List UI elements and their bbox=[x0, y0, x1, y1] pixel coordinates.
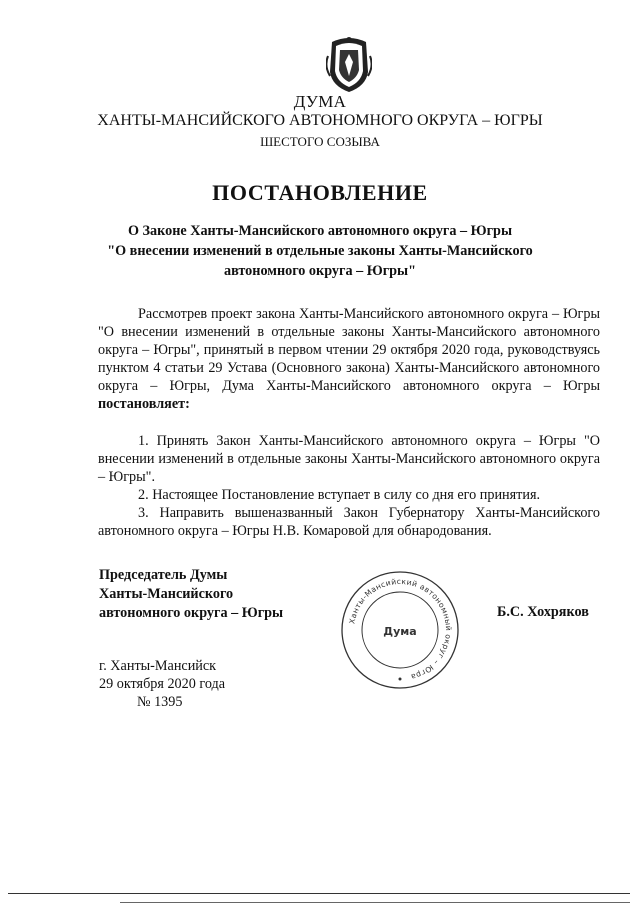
bottom-rule bbox=[8, 893, 630, 894]
org-name-duma: ДУМА bbox=[293, 92, 347, 111]
official-seal-stamp bbox=[338, 568, 462, 692]
city: г. Ханты-Мансийск bbox=[99, 658, 217, 674]
svg-text:Дума: Дума bbox=[383, 625, 417, 638]
document-type: ПОСТАНОВЛЕНИЕ bbox=[212, 180, 428, 205]
resolution-item-2: 2. Настоящее Постановление вступает в силу со дня его принятия. bbox=[138, 487, 541, 503]
resolution-items bbox=[98, 432, 600, 540]
subject-line-3: автономного округа – Югры" bbox=[224, 263, 416, 279]
signatory-position-line-3: автономного округа – Югры bbox=[99, 605, 284, 621]
document-subject bbox=[0, 221, 640, 281]
date: 29 октября 2020 года bbox=[99, 676, 226, 692]
signatory-position-line-2: Ханты-Мансийского bbox=[99, 586, 234, 602]
resolution-item-3: 3. Направить вышеназванный Закон Губернатору Ханты-Мансийского автономного округа – Югры Н.В. Комаровой для обнародования. bbox=[98, 505, 600, 539]
signatory-position bbox=[99, 566, 283, 623]
convocation: ШЕСТОГО СОЗЫВА bbox=[260, 134, 380, 149]
subject-line-2: "О внесении изменений в отдельные законы Ханты-Мансийского bbox=[107, 243, 533, 259]
signatory-position-line-1: Председатель Думы bbox=[99, 567, 228, 583]
bottom-rule-2 bbox=[120, 902, 630, 903]
document-number: № 1395 bbox=[137, 694, 183, 710]
place-and-date bbox=[99, 657, 225, 711]
coat-of-arms-emblem bbox=[326, 36, 372, 94]
preamble-paragraph bbox=[98, 305, 600, 413]
subject-line-1: О Законе Ханты-Мансийского автономного округа – Югры bbox=[127, 223, 513, 239]
org-name-okrug: ХАНТЫ-МАНСИЙСКОГО АВТОНОМНОГО ОКРУГА – ЮГРЫ bbox=[97, 112, 543, 129]
resolution-item-1: 1. Принять Закон Ханты-Мансийского автономного округа – Югры "О внесении изменений в отдельные законы Ханты-Мансийского автономного округа – Югры". bbox=[98, 433, 600, 485]
decision-word: постановляет: bbox=[98, 396, 190, 412]
signatory-name: Б.С. Хохряков bbox=[497, 604, 589, 620]
svg-text:Ханты-Мансийский автономный ок: Ханты-Мансийский автономный округ – Югра bbox=[347, 576, 454, 682]
preamble-text: Рассмотрев проект закона Ханты-Мансийского автономного округа – Югры "О внесении изменений в отдельные законы Ханты-Мансийского автономного округа – Югры", принятый в первом чтении 29 октября 2020 года, руководствуясь пунктом 4 статьи 29 Устава (Основного закона) Ханты-Мансийского автономного округа – Югры, Дума Ханты-Мансийского автономного округа – Югры bbox=[98, 306, 600, 394]
